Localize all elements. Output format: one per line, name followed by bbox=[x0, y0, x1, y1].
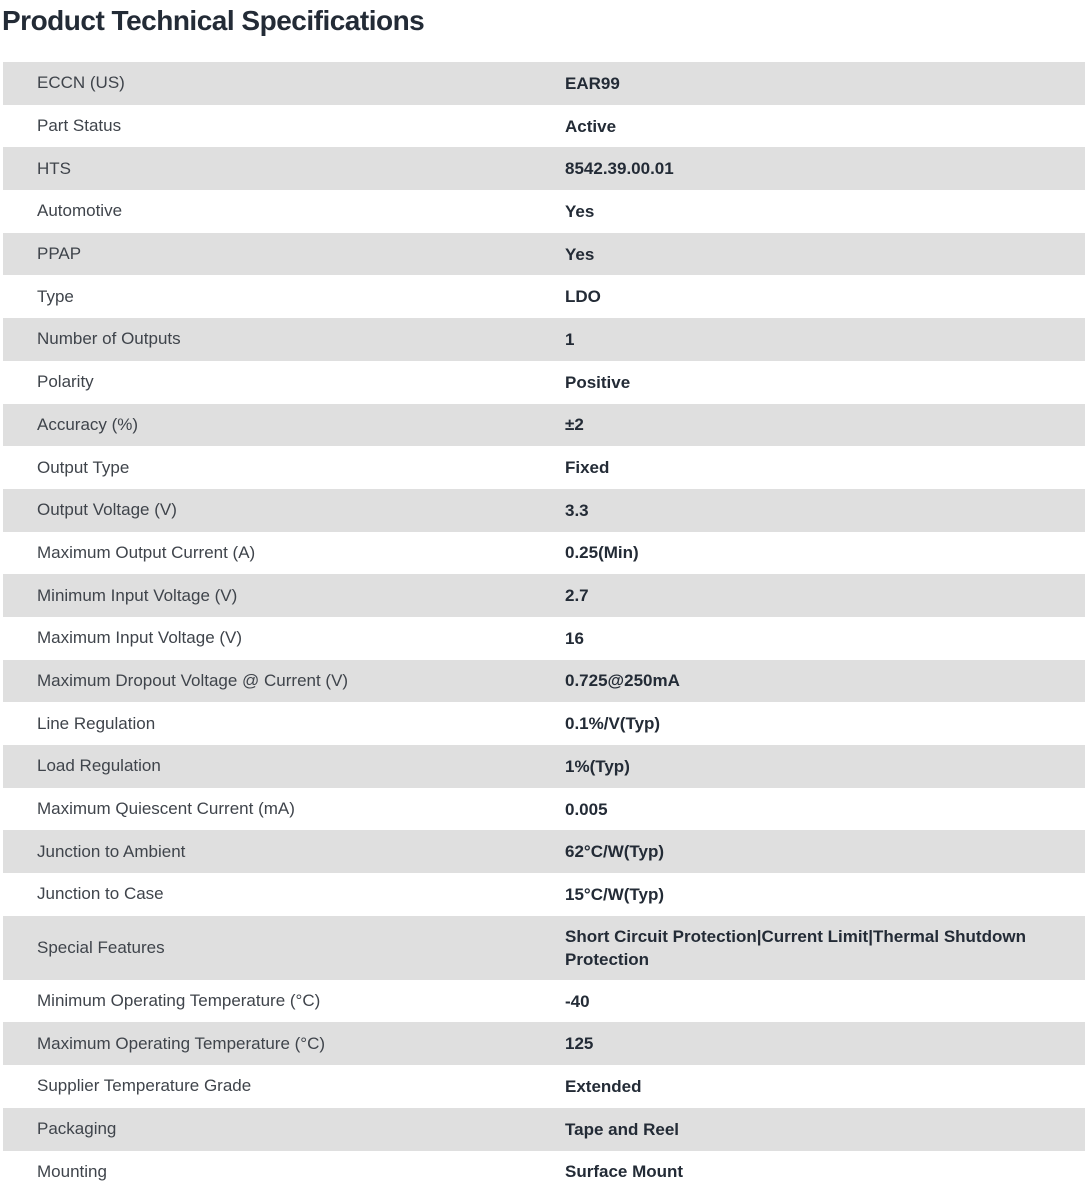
spec-value: Fixed bbox=[565, 458, 610, 478]
spec-value: Positive bbox=[565, 372, 631, 392]
table-row-max-input-voltage bbox=[3, 617, 1085, 660]
spec-value: 0.1%/V(Typ) bbox=[565, 714, 661, 734]
table-row-output-voltage bbox=[3, 489, 1085, 532]
spec-value: 15°C/W(Typ) bbox=[565, 884, 665, 904]
table-row-automotive bbox=[3, 190, 1085, 233]
table-row-number-of-outputs bbox=[3, 318, 1085, 361]
spec-value: Yes bbox=[565, 201, 595, 221]
spec-label: Line Regulation bbox=[37, 713, 156, 733]
table-row-min-input-voltage bbox=[3, 574, 1085, 617]
spec-value: 8542.39.00.01 bbox=[565, 159, 674, 179]
table-row-max-output-current bbox=[3, 532, 1085, 575]
table-row-junction-to-case bbox=[3, 873, 1085, 916]
specifications-table bbox=[3, 62, 1085, 1185]
spec-label: PPAP bbox=[37, 244, 82, 264]
spec-label: Junction to Ambient bbox=[37, 841, 186, 861]
spec-value: 125 bbox=[565, 1034, 594, 1054]
table-row-max-quiescent-current bbox=[3, 788, 1085, 831]
spec-value: -40 bbox=[565, 991, 590, 1011]
spec-label: Output Voltage (V) bbox=[37, 500, 177, 520]
spec-label: Junction to Case bbox=[37, 884, 164, 904]
table-row-output-type bbox=[3, 446, 1085, 489]
table-row-eccn bbox=[3, 62, 1085, 105]
spec-value: Surface Mount bbox=[565, 1162, 684, 1182]
spec-value: ±2 bbox=[565, 415, 584, 435]
table-row-mounting bbox=[3, 1151, 1085, 1185]
table-row-max-dropout-voltage bbox=[3, 660, 1085, 703]
table-row-min-operating-temp bbox=[3, 980, 1085, 1023]
spec-label: HTS bbox=[37, 158, 71, 178]
table-row-hts bbox=[3, 147, 1085, 190]
table-row-accuracy bbox=[3, 404, 1085, 447]
spec-value: 2.7 bbox=[565, 586, 589, 606]
spec-label: Maximum Input Voltage (V) bbox=[37, 628, 243, 648]
spec-label: Maximum Dropout Voltage @ Current (V) bbox=[37, 670, 349, 690]
spec-label: Part Status bbox=[37, 116, 122, 136]
spec-value: EAR99 bbox=[565, 73, 620, 93]
spec-value: 0.25(Min) bbox=[565, 543, 639, 563]
spec-label: Number of Outputs bbox=[37, 329, 181, 349]
table-row-type bbox=[3, 275, 1085, 318]
table-row-line-regulation bbox=[3, 702, 1085, 745]
spec-value: 1%(Typ) bbox=[565, 756, 630, 776]
spec-label: ECCN (US) bbox=[37, 73, 125, 93]
spec-label: Packaging bbox=[37, 1119, 117, 1139]
table-row-part-status bbox=[3, 105, 1085, 148]
spec-label: Type bbox=[37, 286, 74, 306]
table-row-packaging bbox=[3, 1108, 1085, 1151]
table-row-polarity bbox=[3, 361, 1085, 404]
spec-label: Maximum Output Current (A) bbox=[37, 542, 256, 562]
spec-label: Load Regulation bbox=[37, 756, 161, 776]
table-row-max-operating-temp bbox=[3, 1022, 1085, 1065]
spec-label: Mounting bbox=[37, 1161, 107, 1181]
spec-label: Polarity bbox=[37, 372, 94, 392]
spec-value: 0.725@250mA bbox=[565, 671, 680, 691]
spec-label: Automotive bbox=[37, 201, 123, 221]
spec-label: Minimum Input Voltage (V) bbox=[37, 585, 238, 605]
spec-value: Tape and Reel bbox=[565, 1119, 679, 1139]
spec-label: Accuracy (%) bbox=[37, 414, 139, 434]
spec-label: Maximum Operating Temperature (°C) bbox=[37, 1033, 326, 1053]
table-row-ppap bbox=[3, 233, 1085, 276]
spec-value: 16 bbox=[565, 628, 584, 648]
spec-label: Minimum Operating Temperature (°C) bbox=[37, 991, 321, 1011]
table-row-supplier-temp-grade bbox=[3, 1065, 1085, 1108]
spec-label: Output Type bbox=[37, 457, 130, 477]
spec-label: Special Features bbox=[37, 937, 165, 957]
table-row-junction-to-ambient bbox=[3, 830, 1085, 873]
spec-value: Extended bbox=[565, 1076, 642, 1096]
spec-value: 3.3 bbox=[565, 500, 589, 520]
spec-label: Supplier Temperature Grade bbox=[37, 1076, 252, 1096]
table-row-load-regulation bbox=[3, 745, 1085, 788]
spec-value: LDO bbox=[565, 287, 601, 307]
spec-value: 62°C/W(Typ) bbox=[565, 842, 665, 862]
page-title: Product Technical Specifications bbox=[2, 5, 425, 36]
spec-value: 1 bbox=[565, 329, 575, 349]
spec-value: 0.005 bbox=[565, 799, 608, 819]
spec-value: Active bbox=[565, 116, 617, 136]
spec-label: Maximum Quiescent Current (mA) bbox=[37, 799, 295, 819]
spec-value: Yes bbox=[565, 244, 595, 264]
table-row-special-features bbox=[3, 916, 1085, 980]
spec-value: Short Circuit Protection|Current Limit|Thermal Shutdown Protection bbox=[565, 926, 1026, 969]
